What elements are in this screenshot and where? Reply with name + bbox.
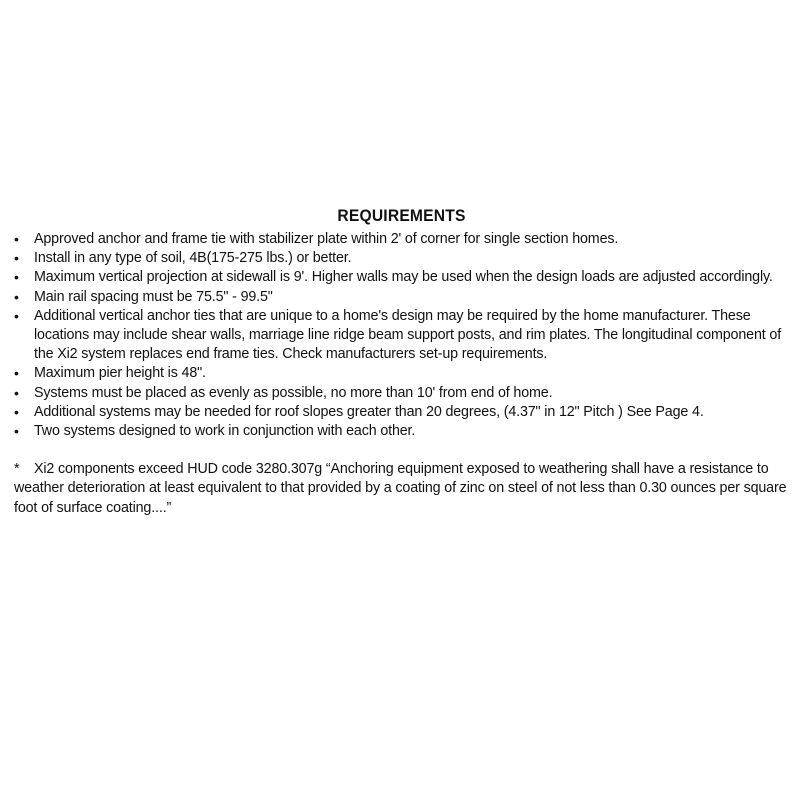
bullet-icon: •: [14, 288, 19, 305]
requirement-item: [14, 384, 789, 403]
requirement-item: [14, 230, 789, 249]
footnote-marker: *: [14, 461, 20, 478]
requirement-text: Approved anchor and frame tie with stabilizer plate within 2' of corner for single section homes.: [34, 231, 619, 247]
bullet-icon: •: [14, 307, 19, 324]
bullet-icon: •: [14, 365, 19, 382]
bullet-icon: •: [14, 231, 19, 247]
requirement-item: [14, 268, 789, 287]
footnote: [14, 460, 789, 518]
bullet-icon: •: [14, 423, 19, 440]
requirement-item: [14, 403, 789, 422]
requirements-list: [14, 230, 789, 441]
requirement-text: Maximum pier height is 48".: [34, 365, 206, 382]
requirement-text: Maximum vertical projection at sidewall is 9'. Higher walls may be used when the design loads are adjusted accordingly.: [34, 269, 773, 286]
requirements-document: [14, 206, 789, 518]
requirement-item: [14, 422, 789, 441]
requirement-text: Systems must be placed as evenly as possible, no more than 10' from end of home.: [34, 384, 553, 401]
bullet-icon: •: [14, 384, 19, 401]
bullet-icon: •: [14, 403, 19, 420]
bullet-icon: •: [14, 250, 19, 267]
requirement-item: [14, 288, 789, 307]
requirement-text: Main rail spacing must be 75.5" - 99.5": [34, 288, 273, 305]
requirements-heading: REQUIREMENTS: [337, 206, 466, 225]
requirement-text: Additional vertical anchor ties that are unique to a home's design may be required by the home manufacturer. These locations may include shear walls, marriage line ridge beam support posts, and rim plates. The longitudinal component of the Xi2 system replaces end frame ties. Check manufacturers set-up requirements.: [34, 307, 782, 363]
requirement-item: [14, 307, 789, 365]
requirement-text: Additional systems may be needed for roof slopes greater than 20 degrees, (4.37" in 12" Pitch ) See Page 4.: [34, 403, 704, 420]
requirement-item: [14, 364, 789, 383]
bullet-icon: •: [14, 269, 19, 286]
requirement-item: [14, 249, 789, 268]
requirement-text: Install in any type of soil, 4B(175-275 lbs.) or better.: [34, 250, 352, 267]
requirement-text: Two systems designed to work in conjunction with each other.: [34, 423, 416, 440]
footnote-text: Xi2 components exceed HUD code 3280.307g “Anchoring equipment exposed to weathering shall have a resistance to weather deterioration at least equivalent to that provided by a coating of zinc on steel of not less than 0.30 ounces per square foot of surface coating....”: [14, 461, 787, 516]
